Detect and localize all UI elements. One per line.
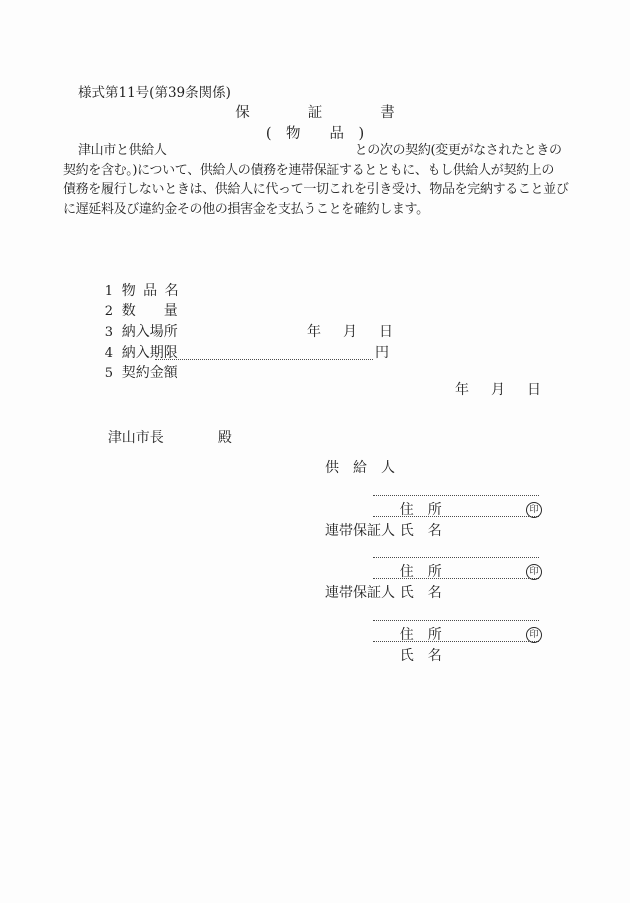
list-item-quantity [78,281,179,320]
contract-item-list [78,260,397,382]
party-intro-text: 津山市と供給人 [78,143,167,158]
signer-role-supplier: 供 給 人 [325,460,395,476]
signer-role-guarantor-1: 連帯保証人 [325,522,395,539]
item-label: 納入場所 [121,324,178,341]
list-item-goods-name [78,260,179,299]
addressee-line [90,411,232,463]
guarantor1-address-row [325,542,560,581]
seal-icon: 印 [526,627,542,643]
paragraph-line-3: 債務を履行しないときは、供給人に代って一切これを引き受け、物品を完納すること並び [63,182,569,198]
item-number: 4 [104,345,113,361]
date-blank: 年 月 日 [455,382,545,398]
document-title: 保 証 書 [235,105,395,121]
form-number: 様式第11号(第39条関係) [78,85,231,101]
item-number: 1 [104,283,113,299]
paragraph-line-4: に遅延料及び違約金その他の損害金を支払うことを確約します。 [63,201,429,217]
contract-clause-text: との次の契約(変更がなされたときの [354,143,562,158]
amount-fill-line [155,359,373,360]
document-subtitle: ( 物 品 ) [265,126,365,142]
currency-unit-label: 円 [375,344,389,361]
item-number: 2 [104,304,113,320]
address-fill-line [373,495,539,496]
name-label: 氏 名 [399,648,442,665]
name-fill-line [373,516,539,517]
list-item-contract-amount [78,343,389,382]
list-item-delivery-deadline [78,322,397,361]
address-fill-line [373,557,539,558]
list-item-delivery-place [78,301,179,341]
addressee-name: 津山市長 [107,430,164,446]
item-number: 3 [104,325,113,341]
name-label: 氏 名 [399,585,442,602]
signature-block [325,458,560,665]
deadline-date-blank: 年 月 日 [307,324,397,341]
body-paragraph [63,141,573,219]
item-number: 5 [104,366,113,382]
paragraph-line-1 [63,141,573,161]
item-label: 納入期限 [121,344,178,361]
addressee-honorific: 殿 [217,430,232,446]
address-fill-line [373,620,539,621]
seal-icon: 印 [526,502,542,518]
address-label: 住 所 [399,564,442,581]
item-label: 数 量 [121,303,178,320]
guarantor2-name-row [325,625,560,665]
item-label: 物 品 名 [121,282,179,299]
signer-role-guarantor-2: 連帯保証人 [325,585,395,602]
name-fill-line [373,578,539,579]
item-label: 契約金額 [121,365,178,382]
guarantor2-address-row [325,604,560,644]
address-label: 住 所 [399,627,442,644]
supplier-name-blank [167,153,355,154]
seal-icon: 印 [526,564,542,580]
paragraph-line-2: 契約を含む。)について、供給人の債務を連帯保証するとともに、もし供給人が契約上の [63,162,555,178]
address-label: 住 所 [399,501,442,518]
name-label: 氏 名 [399,522,442,539]
name-fill-line [373,641,539,642]
supplier-address-row [325,479,560,518]
